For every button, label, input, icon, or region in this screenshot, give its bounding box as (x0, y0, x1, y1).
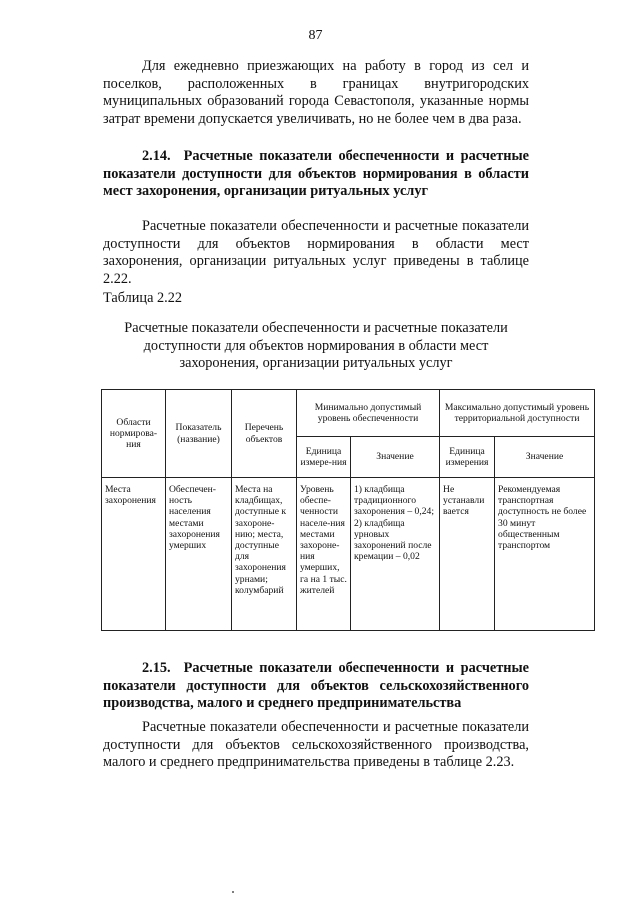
intro-paragraph: Для ежедневно приезжающих на работу в город из сел и поселков, расположенных в границах внутригородских муниципальных образований города Севастополя, указанные нормы затрат времени допускается увеличивать, но не более чем в два раза. (103, 58, 529, 127)
header-objects: Перечень объектов (232, 390, 297, 478)
header-min-value: Значение (351, 437, 440, 478)
cell-area: Места захоронения (102, 478, 166, 631)
section-heading-2-14 (103, 148, 529, 201)
cell-max-unit: Не устанавли вается (440, 478, 495, 631)
header-max-unit: Единица измерения (440, 437, 495, 478)
header-min-group: Минимально допустимый уровень обеспеченности (297, 390, 440, 437)
section-paragraph-2-14: Расчетные показатели обеспеченности и расчетные показатели доступности для объектов нормирования в области мест захоронения, организации ритуальных услуг приведены в таблице 2.22. (103, 218, 529, 287)
table-label: Таблица 2.22 (103, 290, 183, 306)
section-number-2-15: 2.15. (142, 660, 171, 676)
cell-indicator: Обеспечен-ность населения местами захоронения умерших (166, 478, 232, 631)
header-indicator: Показатель (название) (166, 390, 232, 478)
section-heading-2-15 (103, 660, 529, 713)
header-area: Области нормирова-ния (102, 390, 166, 478)
section-title-2-15: Расчетные показатели обеспеченности и расчетные показатели доступности для объектов сельскохозяйственного производства, малого и среднего предпринимательства (103, 660, 529, 712)
table-row (102, 478, 595, 631)
header-min-unit: Единица измере-ния (297, 437, 351, 478)
header-max-group: Максимально допустимый уровень территориальной доступности (440, 390, 595, 437)
section-number-2-14: 2.14. (142, 148, 171, 164)
section-paragraph-2-15: Расчетные показатели обеспеченности и расчетные показатели доступности для объектов сельскохозяйственного производства, малого и среднего предпринимательства приведены в таблице 2.23. (103, 719, 529, 771)
section-title-2-14: Расчетные показатели обеспеченности и расчетные показатели доступности для объектов нормирования в области мест захоронения, организации ритуальных услуг (103, 148, 529, 200)
cell-max-value: Рекомендуемая транспортная доступность не более 30 минут общественным транспортом (495, 478, 595, 631)
page-number: 87 (308, 28, 323, 43)
header-max-value: Значение (495, 437, 595, 478)
indicators-table (101, 389, 595, 631)
cell-min-unit: Уровень обеспе-ченности населе-ния местами захороне-ния умерших, га на 1 тыс. жителей (297, 478, 351, 631)
table-caption: Расчетные показатели обеспеченности и расчетные показатели доступности для объектов нормирования в области мест захоронения, организации ритуальных услуг (124, 320, 508, 372)
scan-dot (232, 891, 234, 893)
cell-min-value: 1) кладбища традиционного захоронения – 0,24; 2) кладбища урновых захоронений после кремации – 0,02 (351, 478, 440, 631)
cell-objects: Места на кладбищах, доступные к захороне-нию; места, доступные для захоронения урнами; колумбарий (232, 478, 297, 631)
